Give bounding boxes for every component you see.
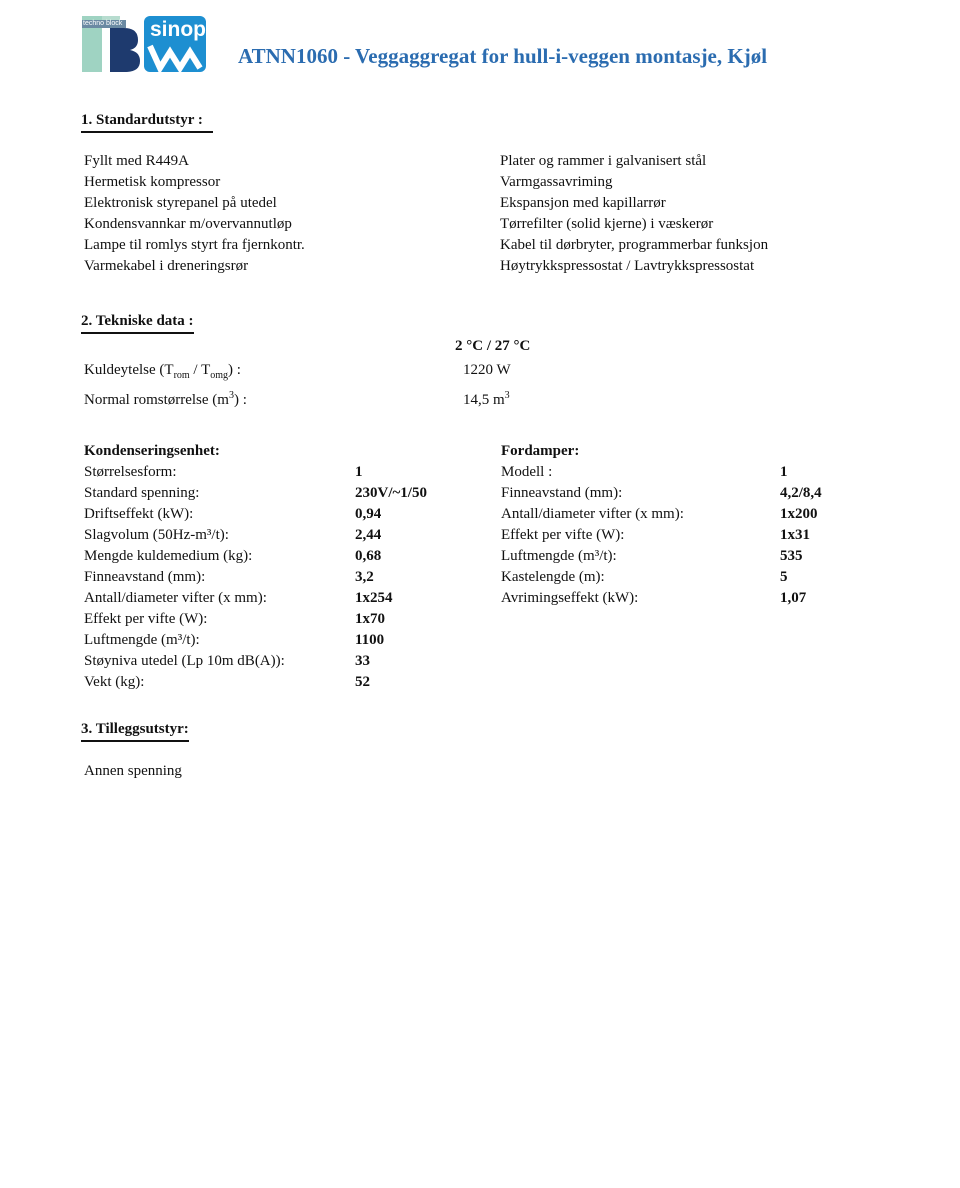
list-item: Varmgassavriming [500, 174, 613, 190]
room-label-part: ) : [233, 392, 247, 408]
condenser-value: 3,2 [355, 569, 374, 585]
document-title: ATNN1060 - Veggaggregat for hull-i-veggen montasje, Kjøl [238, 44, 768, 68]
room-value-part: 14,5 m [463, 392, 505, 408]
capacity-label [84, 360, 241, 386]
condenser-value: 1x254 [355, 590, 393, 606]
condenser-values [355, 462, 427, 693]
evaporator-value: 1 [780, 464, 788, 480]
standard-list-right [500, 151, 768, 277]
evaporator-value: 1x200 [780, 506, 818, 522]
condenser-label: Driftseffekt (kW): [84, 506, 194, 522]
extra-item: Annen spenning [84, 763, 182, 779]
list-item: Ekspansjon med kapillarrør [500, 195, 666, 211]
evaporator-value: 4,2/8,4 [780, 485, 822, 501]
list-item: Hermetisk kompressor [84, 174, 221, 190]
evaporator-value: 1,07 [780, 590, 807, 606]
condenser-label: Effekt per vifte (W): [84, 611, 208, 627]
list-item: Elektronisk styrepanel på utedel [84, 195, 277, 211]
evaporator-label: Antall/diameter vifter (x mm): [501, 506, 684, 522]
standard-list-left [84, 151, 305, 277]
section-extra-heading [81, 721, 189, 742]
list-item: Kabel til dørbryter, programmerbar funksjon [500, 237, 769, 253]
condenser-label: Slagvolum (50Hz-m³/t): [84, 527, 229, 543]
condenser-label: Finneavstand (mm): [84, 569, 206, 585]
sinop-text: sinop [150, 18, 206, 41]
evaporator-label: Avrimingseffekt (kW): [501, 590, 639, 606]
section-standard-heading [81, 112, 203, 133]
section-extra-heading-text: 3. Tilleggsutstyr: [81, 721, 189, 737]
evaporator-heading: Fordamper: [501, 443, 580, 459]
section-standard-heading-text: 1. Standardutstyr : [81, 112, 203, 128]
evaporator-values [780, 462, 822, 609]
condenser-value: 0,94 [355, 506, 382, 522]
capacity-label-part: Kuldeytelse (T [84, 362, 174, 378]
condenser-label: Standard spenning: [84, 485, 200, 501]
capacity-label-sub: rom [173, 370, 190, 381]
condenser-label: Luftmengde (m³/t): [84, 632, 200, 648]
list-item: Kondensvannkar m/overvannutløp [84, 216, 292, 232]
section-technical-heading-text: 2. Tekniske data : [81, 313, 194, 329]
condenser-value: 52 [355, 674, 370, 690]
evaporator-labels [501, 462, 684, 609]
condenser-value: 1x70 [355, 611, 385, 627]
condenser-label: Vekt (kg): [84, 674, 145, 690]
list-item: Varmekabel i dreneringsrør [84, 258, 249, 274]
list-item: Lampe til romlys styrt fra fjernkontr. [84, 237, 305, 253]
room-label-sup: 3 [228, 390, 234, 401]
evaporator-value: 1x31 [780, 527, 810, 543]
list-item: Fyllt med R449A [84, 153, 190, 169]
room-size-value [463, 385, 510, 411]
list-item: Høytrykkspressostat / Lavtrykkspressostat [500, 258, 755, 274]
room-label-part: Normal romstørrelse (m [84, 392, 229, 408]
condenser-value: 1100 [355, 632, 385, 648]
room-value-sup: 3 [504, 390, 510, 401]
condenser-value: 0,68 [355, 548, 382, 564]
condenser-value: 33 [355, 653, 370, 669]
condenser-value: 230V/~1/50 [355, 485, 427, 501]
evaporator-label: Modell : [501, 464, 553, 480]
condenser-value: 2,44 [355, 527, 382, 543]
logo-area [80, 14, 206, 74]
condenser-label: Støyniva utedel (Lp 10m dB(A)): [84, 653, 285, 669]
evaporator-label: Kastelengde (m): [501, 569, 605, 585]
condenser-heading: Kondenseringsenhet: [84, 443, 220, 459]
condenser-value: 1 [355, 464, 363, 480]
evaporator-value: 5 [780, 569, 788, 585]
capacity-label-part: / T [189, 362, 211, 378]
capacity-label-part: ) : [228, 362, 241, 378]
room-size-label [84, 385, 247, 411]
capacity-value: 1220 W [463, 362, 511, 378]
capacity-label-sub: omg [210, 370, 229, 381]
list-item: Plater og rammer i galvanisert stål [500, 153, 707, 169]
evaporator-label: Effekt per vifte (W): [501, 527, 625, 543]
condenser-label: Antall/diameter vifter (x mm): [84, 590, 267, 606]
condenser-label: Størrelsesform: [84, 464, 177, 480]
evaporator-label: Luftmengde (m³/t): [501, 548, 617, 564]
technical-column-header: 2 °C / 27 °C [455, 338, 531, 354]
condenser-labels [84, 462, 285, 693]
section-technical-heading [81, 313, 194, 334]
list-item: Tørrefilter (solid kjerne) i væskerør [500, 216, 714, 232]
evaporator-value: 535 [780, 548, 803, 564]
condenser-label: Mengde kuldemedium (kg): [84, 548, 253, 564]
techno-block-text: techno block [83, 20, 123, 27]
evaporator-label: Finneavstand (mm): [501, 485, 623, 501]
